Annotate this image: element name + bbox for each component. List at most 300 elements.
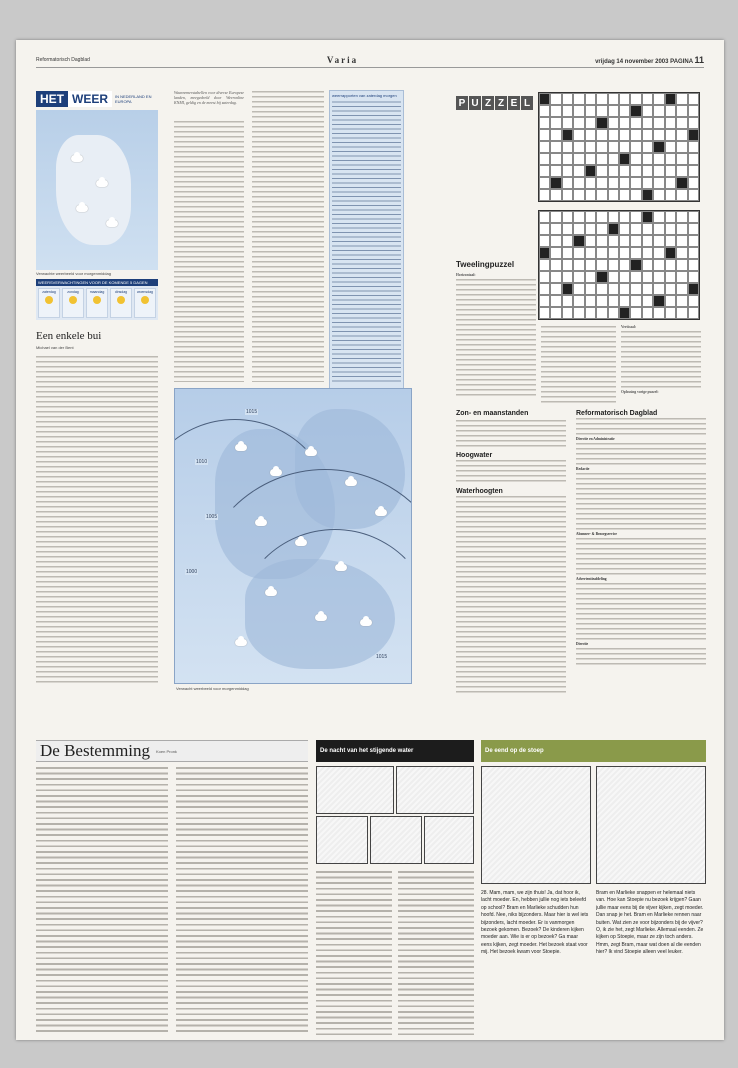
clue-lines bbox=[456, 278, 536, 398]
cloud-icon bbox=[315, 614, 327, 621]
pressure-label: 1015 bbox=[376, 654, 388, 660]
crossword-cell bbox=[630, 93, 641, 105]
bestemming-title: De Bestemming bbox=[40, 741, 151, 760]
crossword-cell bbox=[573, 223, 584, 235]
crossword-cell bbox=[573, 117, 584, 129]
europe-weather-map bbox=[174, 388, 412, 684]
crossword-cell bbox=[630, 105, 641, 117]
cloud-icon bbox=[335, 564, 347, 571]
crossword-cell bbox=[562, 129, 573, 141]
crossword-cell bbox=[585, 235, 596, 247]
crossword-cell bbox=[642, 247, 653, 259]
crossword-cell bbox=[619, 295, 630, 307]
crossword-cell bbox=[562, 283, 573, 295]
colophon-text bbox=[576, 537, 706, 577]
forecast-day-label: dinsdag bbox=[114, 290, 128, 294]
crossword-cell bbox=[596, 211, 607, 223]
crossword-cell bbox=[585, 307, 596, 319]
crossword-cell bbox=[630, 153, 641, 165]
netherlands-land bbox=[56, 135, 131, 245]
colophon-text bbox=[576, 582, 706, 642]
crossword-cell bbox=[608, 189, 619, 201]
crossword-cell bbox=[676, 211, 687, 223]
crossword-cell bbox=[539, 283, 550, 295]
crossword-cell bbox=[676, 153, 687, 165]
crossword-cell bbox=[642, 141, 653, 153]
weather-title-het: HET bbox=[36, 91, 68, 107]
crossword-cell bbox=[619, 235, 630, 247]
crossword-cell bbox=[562, 247, 573, 259]
crossword-cell bbox=[630, 247, 641, 259]
colophon-section-title: Advertentieafdeling bbox=[576, 577, 607, 581]
crossword-cell bbox=[539, 129, 550, 141]
weather-block bbox=[36, 90, 158, 320]
sun-icon bbox=[93, 296, 101, 304]
pressure-label: 1010 bbox=[196, 459, 208, 465]
weather-title bbox=[36, 90, 158, 108]
crossword-cell bbox=[562, 271, 573, 283]
weather-subtitle: IN NEDERLAND EN EUROPA bbox=[115, 94, 152, 104]
weather-report-column-1 bbox=[174, 120, 244, 382]
crossword-cell bbox=[608, 211, 619, 223]
comic-panel bbox=[316, 766, 394, 814]
crossword-cell bbox=[573, 247, 584, 259]
forecast-day-label: zaterdag bbox=[42, 290, 56, 294]
crossword-cell bbox=[630, 235, 641, 247]
crossword-cell bbox=[562, 259, 573, 271]
forecast-day-label: woensdag bbox=[137, 290, 153, 294]
crossword-cell bbox=[630, 177, 641, 189]
crossword-cell bbox=[642, 177, 653, 189]
crossword-grid-1 bbox=[538, 92, 700, 202]
crossword-cell bbox=[642, 211, 653, 223]
crossword-cell bbox=[596, 165, 607, 177]
comic-panel bbox=[424, 816, 474, 864]
crossword-cell bbox=[550, 307, 561, 319]
crossword-cell bbox=[688, 177, 699, 189]
stats-rows bbox=[332, 100, 401, 385]
crossword-cell bbox=[562, 307, 573, 319]
crossword-cell bbox=[585, 271, 596, 283]
cloud-icon bbox=[360, 619, 372, 626]
bestemming-column-1 bbox=[36, 766, 168, 1036]
crossword-cell bbox=[619, 223, 630, 235]
cloud-icon bbox=[265, 589, 277, 596]
weather-article-title: Een enkele bui bbox=[36, 330, 102, 342]
crossword-cell bbox=[665, 223, 676, 235]
crossword-cell bbox=[562, 105, 573, 117]
comic-panel bbox=[481, 766, 591, 884]
crossword-cell bbox=[596, 247, 607, 259]
crossword-cell bbox=[653, 117, 664, 129]
crossword-cell bbox=[608, 141, 619, 153]
crossword-cell bbox=[619, 307, 630, 319]
eend-text-column-1: 28. Mam, mam, we zijn thuis! Ja, dat hoor ik, lacht moeder. En, hebben jullie nog iets beleefd op school? Bram en Marlieke schudden hun hoofd. Nee, niks bijzonders. Maar hier is wel iets bijzonders, lacht moeder. Er is vanmorgen bezoek gekomen. Bezoek? De kinderen kijken moeder aan. Wie is er op bezoek? Ga maar eens kijken, zegt moeder. Het bezoek staat voor mij. Het bezoek kwam voor Stoepie. bbox=[481, 890, 589, 956]
colophon-title: Reformatorisch Dagblad bbox=[576, 410, 658, 417]
crossword-cell bbox=[562, 235, 573, 247]
crossword-cell bbox=[596, 235, 607, 247]
comic-panel bbox=[596, 766, 706, 884]
puzzel-letter: L bbox=[521, 96, 533, 110]
crossword-cell bbox=[596, 153, 607, 165]
crossword-cell bbox=[630, 165, 641, 177]
sun-icon bbox=[141, 296, 149, 304]
crossword-cell bbox=[585, 211, 596, 223]
crossword-cell bbox=[642, 105, 653, 117]
crossword-cell bbox=[630, 141, 641, 153]
crossword-cell bbox=[608, 117, 619, 129]
crossword-cell bbox=[630, 283, 641, 295]
crossword-cell bbox=[619, 141, 630, 153]
cloud-icon bbox=[270, 469, 282, 476]
crossword-cell bbox=[630, 295, 641, 307]
crossword-cell bbox=[573, 93, 584, 105]
crossword-cell bbox=[585, 247, 596, 259]
crossword-cell bbox=[562, 177, 573, 189]
crossword-cell bbox=[665, 307, 676, 319]
crossword-cell bbox=[665, 271, 676, 283]
crossword-cell bbox=[688, 141, 699, 153]
cloud-icon bbox=[96, 180, 108, 187]
crossword-cell bbox=[665, 141, 676, 153]
pressure-label: 1015 bbox=[246, 409, 258, 415]
crossword-cell bbox=[665, 235, 676, 247]
crossword-cell bbox=[653, 307, 664, 319]
crossword-cell bbox=[608, 271, 619, 283]
crossword-cell bbox=[676, 165, 687, 177]
crossword-cell bbox=[608, 165, 619, 177]
waterhoogten-title: Waterhoogten bbox=[456, 488, 503, 495]
crossword-cell bbox=[688, 247, 699, 259]
crossword-cell bbox=[608, 235, 619, 247]
crossword-cell bbox=[653, 165, 664, 177]
puzzel-letter: Z bbox=[495, 96, 507, 110]
clue-lines bbox=[621, 330, 701, 390]
crossword-cell bbox=[653, 189, 664, 201]
header-page-number: 11 bbox=[694, 54, 704, 65]
crossword-cell bbox=[596, 189, 607, 201]
puzzel-letter: P bbox=[456, 96, 468, 110]
crossword-cell bbox=[550, 271, 561, 283]
hoogwater-text bbox=[456, 459, 566, 485]
crossword-cell bbox=[539, 105, 550, 117]
crossword-cell bbox=[630, 129, 641, 141]
nacht-column-2 bbox=[398, 870, 474, 1035]
pressure-label: 1005 bbox=[206, 514, 218, 520]
forecast-day bbox=[38, 288, 60, 318]
spacer bbox=[412, 90, 452, 382]
verticaal-label: Verticaal: bbox=[621, 325, 637, 329]
crossword-cell bbox=[573, 211, 584, 223]
header-date-page bbox=[595, 55, 704, 65]
crossword-cell bbox=[688, 223, 699, 235]
crossword-cell bbox=[539, 235, 550, 247]
comic-panel bbox=[370, 816, 422, 864]
crossword-cell bbox=[619, 105, 630, 117]
cloud-icon bbox=[76, 205, 88, 212]
weather-title-weer: WEER bbox=[68, 91, 112, 107]
crossword-cell bbox=[665, 93, 676, 105]
crossword-cell bbox=[676, 189, 687, 201]
crossword-cell bbox=[642, 295, 653, 307]
crossword-cell bbox=[596, 141, 607, 153]
crossword-cell bbox=[676, 93, 687, 105]
crossword-cell bbox=[550, 189, 561, 201]
crossword-cell bbox=[596, 129, 607, 141]
crossword-cell bbox=[562, 117, 573, 129]
crossword-cell bbox=[630, 307, 641, 319]
crossword-cell bbox=[585, 105, 596, 117]
crossword-cell bbox=[653, 129, 664, 141]
crossword-cell bbox=[608, 223, 619, 235]
crossword-cell bbox=[550, 283, 561, 295]
crossword-cell bbox=[539, 295, 550, 307]
cloud-icon bbox=[71, 155, 83, 162]
crossword-cell bbox=[653, 247, 664, 259]
crossword-cell bbox=[562, 141, 573, 153]
crossword-cell bbox=[665, 295, 676, 307]
sun-icon bbox=[69, 296, 77, 304]
sun-moon-text bbox=[456, 419, 566, 449]
crossword-cell bbox=[573, 177, 584, 189]
crossword-cell bbox=[665, 259, 676, 271]
crossword-cell bbox=[642, 259, 653, 271]
nacht-header: De nacht van het stijgende water bbox=[316, 740, 474, 762]
crossword-cell bbox=[642, 307, 653, 319]
crossword-cell bbox=[596, 283, 607, 295]
crossword-cell bbox=[665, 153, 676, 165]
weather-article-body bbox=[36, 355, 158, 685]
cloud-icon bbox=[295, 539, 307, 546]
crossword-cell bbox=[619, 177, 630, 189]
eend-header: De eend op de stoep bbox=[481, 740, 706, 762]
weather-intro: Waarnemerstabellen voor diverse Europese landen, meegedeeld door Weeronline KNMI, geldig en de meest bij zaterdag. bbox=[174, 90, 244, 105]
comic-panel bbox=[316, 816, 368, 864]
crossword-cell bbox=[619, 283, 630, 295]
crossword-cell bbox=[688, 307, 699, 319]
crossword-cell bbox=[676, 295, 687, 307]
nacht-strip bbox=[316, 740, 474, 1040]
crossword-cell bbox=[608, 259, 619, 271]
crossword-cell bbox=[653, 211, 664, 223]
crossword-cell bbox=[573, 105, 584, 117]
crossword-cell bbox=[619, 153, 630, 165]
crossword-cell bbox=[653, 93, 664, 105]
crossword-cell bbox=[585, 93, 596, 105]
colophon-text bbox=[576, 442, 706, 467]
crossword-cell bbox=[676, 105, 687, 117]
crossword-cell bbox=[653, 283, 664, 295]
bestemming-header bbox=[36, 740, 308, 762]
crossword-cell bbox=[688, 165, 699, 177]
crossword-cell bbox=[608, 283, 619, 295]
forecast-day-label: zondag bbox=[67, 290, 79, 294]
crossword-cell bbox=[642, 129, 653, 141]
crossword-cell bbox=[688, 93, 699, 105]
puzzel-letter: U bbox=[469, 96, 481, 110]
colophon-text bbox=[576, 417, 706, 437]
crossword-cell bbox=[539, 177, 550, 189]
crossword-cell bbox=[665, 247, 676, 259]
crossword-cell bbox=[688, 235, 699, 247]
forecast-day bbox=[62, 288, 84, 318]
crossword-cell bbox=[608, 247, 619, 259]
crossword-cell bbox=[596, 259, 607, 271]
cloud-icon bbox=[235, 444, 247, 451]
forecast-row bbox=[36, 286, 158, 320]
crossword-cell bbox=[596, 307, 607, 319]
crossword-cell bbox=[653, 105, 664, 117]
crossword-cell bbox=[653, 259, 664, 271]
crossword-cell bbox=[630, 211, 641, 223]
colophon-text bbox=[576, 472, 706, 532]
eend-text-column-2: Bram en Marlieke snappen er helemaal niets van. Hoe kan Stoepie nu bezoek krijgen? Gaan jullie maar eens bij de vijver kijken, zegt moeder. Dan snap je het. Bram en Marlieke rennen naar buiten. Wat zien ze voor bijzonders bij de vijver? O, ik zie het, zegt Marlieke. Allemaal eenden. Ze kijken op Stoepie, maar ze zijn toch anders. Hmm, zegt Bram, maar wat doen al die eenden hier? Ik vind Stoepie alleen veel leuker. bbox=[596, 890, 704, 956]
crossword-cell bbox=[539, 211, 550, 223]
crossword-cell bbox=[653, 295, 664, 307]
crossword-cell bbox=[676, 117, 687, 129]
spacer bbox=[418, 388, 446, 684]
newspaper-page bbox=[16, 40, 724, 1040]
eend-strip bbox=[481, 740, 706, 1040]
crossword-cell bbox=[676, 271, 687, 283]
crossword-cell bbox=[653, 223, 664, 235]
crossword-cell bbox=[608, 93, 619, 105]
puzzel-clues-horizontaal bbox=[456, 273, 536, 403]
crossword-cell bbox=[596, 271, 607, 283]
crossword-cell bbox=[585, 129, 596, 141]
crossword-cell bbox=[665, 129, 676, 141]
forecast-day bbox=[86, 288, 108, 318]
crossword-cell bbox=[596, 105, 607, 117]
puzzel-clues-verticaal-2 bbox=[621, 325, 701, 403]
crossword-cell bbox=[539, 165, 550, 177]
crossword-cell bbox=[562, 223, 573, 235]
sun-icon bbox=[117, 296, 125, 304]
hoogwater-title: Hoogwater bbox=[456, 452, 493, 459]
crossword-cell bbox=[585, 177, 596, 189]
cloud-icon bbox=[345, 479, 357, 486]
forecast-day-label: maandag bbox=[89, 290, 105, 294]
crossword-cell bbox=[608, 177, 619, 189]
crossword-cell bbox=[665, 165, 676, 177]
colophon-text bbox=[576, 647, 706, 667]
colophon-section-title: Directie en Administratie bbox=[576, 437, 615, 441]
crossword-cell bbox=[676, 223, 687, 235]
crossword-cell bbox=[596, 93, 607, 105]
crossword-cell bbox=[688, 153, 699, 165]
crossword-cell bbox=[596, 177, 607, 189]
crossword-cell bbox=[585, 259, 596, 271]
crossword-cell bbox=[608, 295, 619, 307]
forecast-header: WEERSVERWACHTINGEN VOOR DE KOMENDE 5 DAGEN bbox=[36, 279, 158, 286]
crossword-cell bbox=[653, 271, 664, 283]
header-date: vrijdag 14 november 2003 PAGINA bbox=[595, 58, 693, 65]
weather-article-byline: Michael van der Bent bbox=[36, 345, 74, 350]
crossword-cell bbox=[676, 129, 687, 141]
crossword-cell bbox=[619, 129, 630, 141]
crossword-cell bbox=[642, 93, 653, 105]
crossword-cell bbox=[688, 129, 699, 141]
crossword-cell bbox=[573, 129, 584, 141]
cloud-icon bbox=[235, 639, 247, 646]
crossword-cell bbox=[539, 141, 550, 153]
crossword-cell bbox=[642, 189, 653, 201]
crossword-cell bbox=[653, 177, 664, 189]
stats-title: weerrapporten van zaterdag morgen bbox=[332, 93, 397, 98]
horizontaal-label: Horizontaal: bbox=[456, 273, 476, 277]
crossword-cell bbox=[573, 295, 584, 307]
sun-moon-title: Zon- en maanstanden bbox=[456, 410, 529, 417]
page-header bbox=[36, 52, 704, 68]
crossword-cell bbox=[562, 93, 573, 105]
crossword-cell bbox=[676, 283, 687, 295]
crossword-cell bbox=[550, 117, 561, 129]
netherlands-weather-map bbox=[36, 110, 158, 270]
crossword-cell bbox=[539, 247, 550, 259]
oplossing-label: Oplossing vorige puzzel: bbox=[621, 390, 659, 394]
crossword-cell bbox=[562, 153, 573, 165]
crossword-cell bbox=[619, 165, 630, 177]
crossword-cell bbox=[573, 259, 584, 271]
crossword-cell bbox=[550, 211, 561, 223]
crossword-cell bbox=[688, 211, 699, 223]
puzzel-subtitle: Tweelingpuzzel bbox=[456, 260, 515, 269]
crossword-cell bbox=[642, 153, 653, 165]
crossword-cell bbox=[550, 93, 561, 105]
crossword-cell bbox=[676, 307, 687, 319]
crossword-cell bbox=[573, 235, 584, 247]
colophon bbox=[576, 410, 706, 667]
crossword-cell bbox=[573, 141, 584, 153]
crossword-cell bbox=[630, 223, 641, 235]
crossword-cell bbox=[539, 153, 550, 165]
cloud-icon bbox=[375, 509, 387, 516]
weather-stats-table bbox=[329, 90, 404, 390]
crossword-grid-2 bbox=[538, 210, 700, 320]
crossword-cell bbox=[539, 93, 550, 105]
crossword-cell bbox=[573, 189, 584, 201]
crossword-cell bbox=[688, 189, 699, 201]
crossword-cell bbox=[596, 117, 607, 129]
crossword-cell bbox=[573, 283, 584, 295]
crossword-cell bbox=[608, 129, 619, 141]
puzzel-letter: E bbox=[508, 96, 520, 110]
crossword-cell bbox=[619, 247, 630, 259]
crossword-cell bbox=[619, 259, 630, 271]
sun-moon-section bbox=[456, 410, 566, 695]
crossword-cell bbox=[550, 177, 561, 189]
puzzel-clues-verticaal bbox=[541, 325, 616, 403]
crossword-cell bbox=[653, 141, 664, 153]
crossword-cell bbox=[642, 235, 653, 247]
crossword-cell bbox=[642, 271, 653, 283]
crossword-cell bbox=[539, 259, 550, 271]
crossword-cell bbox=[688, 105, 699, 117]
crossword-cell bbox=[665, 105, 676, 117]
crossword-cell bbox=[562, 165, 573, 177]
crossword-cell bbox=[619, 117, 630, 129]
crossword-cell bbox=[688, 295, 699, 307]
crossword-cell bbox=[653, 235, 664, 247]
crossword-cell bbox=[630, 271, 641, 283]
crossword-cell bbox=[653, 153, 664, 165]
crossword-cell bbox=[585, 295, 596, 307]
crossword-cell bbox=[642, 117, 653, 129]
crossword-cell bbox=[676, 235, 687, 247]
crossword-cell bbox=[550, 129, 561, 141]
crossword-cell bbox=[676, 177, 687, 189]
cloud-icon bbox=[255, 519, 267, 526]
